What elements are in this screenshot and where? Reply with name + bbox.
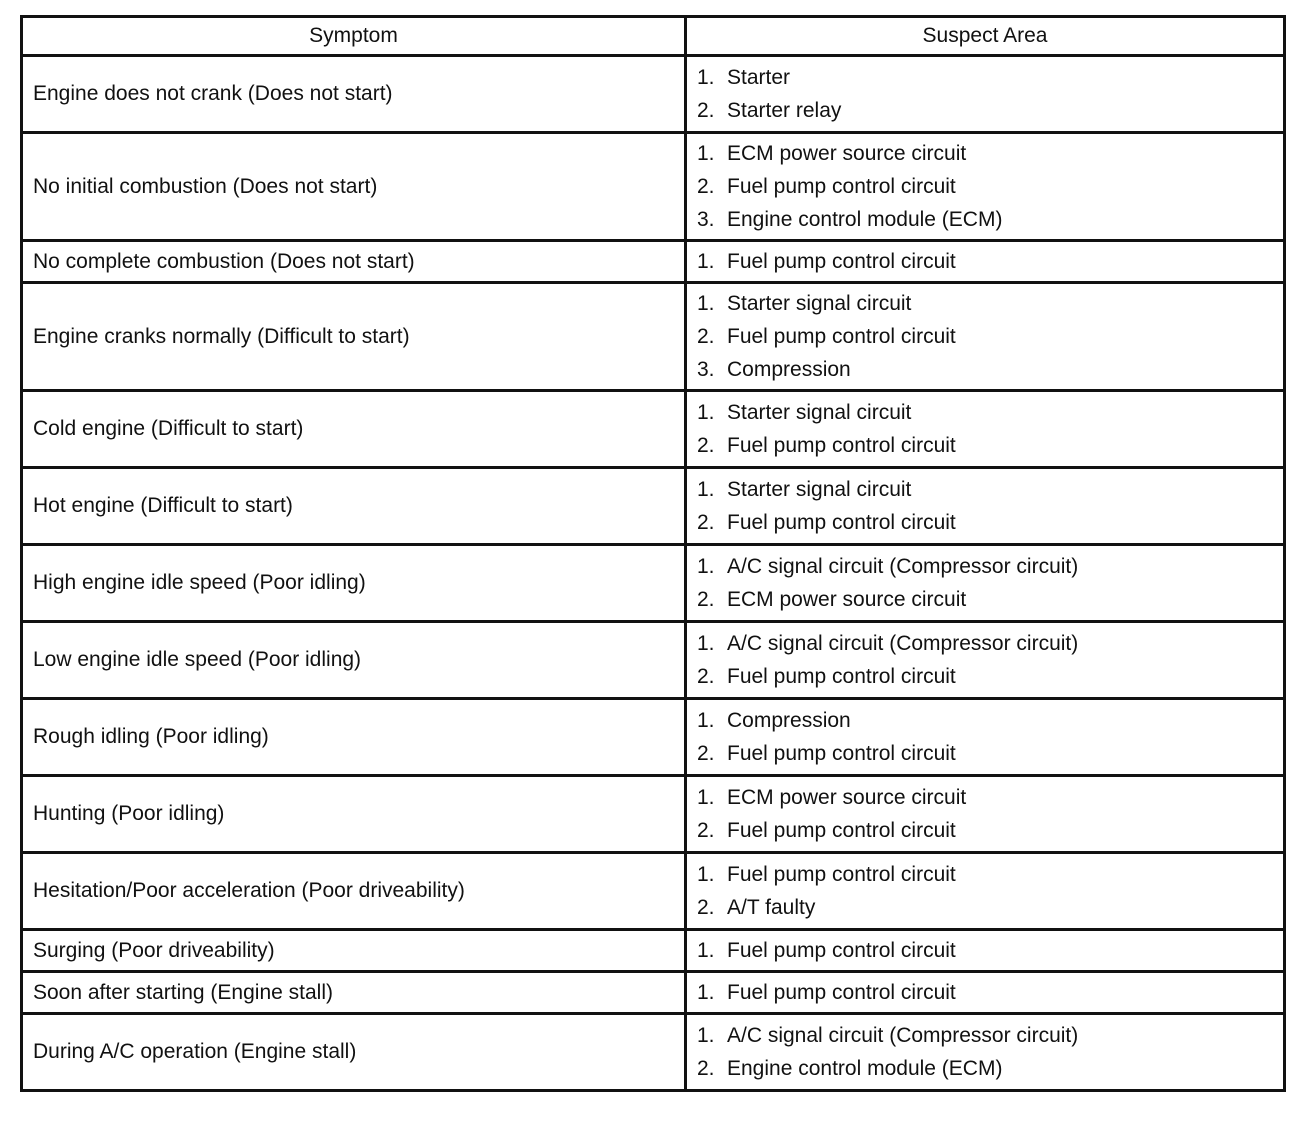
suspect-area-item-number: 1. (697, 786, 715, 809)
symptom-cell: Cold engine (Difficult to start) (22, 391, 686, 468)
suspect-area-item-text: ECM power source circuit (727, 142, 967, 165)
suspect-area-cell (686, 468, 1285, 545)
suspect-area-cell (686, 776, 1285, 853)
suspect-area-list (697, 934, 1273, 967)
suspect-area-item (697, 583, 1273, 616)
table-row (22, 391, 1285, 468)
symptom-cell: Engine cranks normally (Difficult to start) (22, 283, 686, 391)
suspect-area-item-text: Fuel pump control circuit (727, 863, 956, 886)
table-row (22, 241, 1285, 283)
suspect-area-item-number: 1. (697, 981, 715, 1004)
suspect-area-list (697, 781, 1273, 847)
suspect-area-item-text: A/C signal circuit (Compressor circuit) (727, 555, 1079, 578)
symptom-cell: High engine idle speed (Poor idling) (22, 545, 686, 622)
suspect-area-item-text: Fuel pump control circuit (727, 250, 956, 273)
suspect-area-item-text: Engine control module (ECM) (727, 208, 1003, 231)
suspect-area-item-number: 1. (697, 292, 715, 315)
table-row (22, 468, 1285, 545)
suspect-area-item (697, 203, 1273, 236)
suspect-area-list (697, 473, 1273, 539)
symptom-cell: No complete combustion (Does not start) (22, 241, 686, 283)
symptom-cell: Hot engine (Difficult to start) (22, 468, 686, 545)
suspect-area-item-text: Starter signal circuit (727, 292, 912, 315)
symptom-cell: During A/C operation (Engine stall) (22, 1014, 686, 1091)
symptom-cell: Surging (Poor driveability) (22, 930, 686, 972)
suspect-area-item-number: 2. (697, 99, 715, 122)
suspect-area-cell (686, 391, 1285, 468)
table-row (22, 283, 1285, 391)
suspect-area-item (697, 1019, 1273, 1052)
suspect-area-list (697, 137, 1273, 236)
table-row (22, 1014, 1285, 1091)
suspect-area-item-text: A/C signal circuit (Compressor circuit) (727, 1024, 1079, 1047)
suspect-area-item-number: 1. (697, 66, 715, 89)
suspect-area-list (697, 858, 1273, 924)
suspect-area-item-number: 1. (697, 939, 715, 962)
suspect-area-item (697, 94, 1273, 127)
suspect-area-cell (686, 241, 1285, 283)
suspect-area-item-text: A/T faulty (727, 896, 816, 919)
table-row (22, 853, 1285, 930)
table-row (22, 545, 1285, 622)
suspect-area-cell (686, 283, 1285, 391)
table-row (22, 930, 1285, 972)
suspect-area-item (697, 245, 1273, 278)
suspect-area-item-text: Fuel pump control circuit (727, 511, 956, 534)
suspect-area-list (697, 61, 1273, 127)
table-body (22, 56, 1285, 1091)
suspect-area-item-text: Fuel pump control circuit (727, 175, 956, 198)
suspect-area-item-text: Fuel pump control circuit (727, 981, 956, 1004)
suspect-area-item-text: Compression (727, 709, 851, 732)
symptom-cell: Soon after starting (Engine stall) (22, 972, 686, 1014)
suspect-area-item (697, 61, 1273, 94)
suspect-area-item-text: Starter relay (727, 99, 842, 122)
suspect-area-item-number: 2. (697, 175, 715, 198)
symptom-cell: Engine does not crank (Does not start) (22, 56, 686, 133)
suspect-area-cell (686, 1014, 1285, 1091)
suspect-area-item-number: 3. (697, 208, 715, 231)
suspect-area-item-number: 2. (697, 896, 715, 919)
symptom-cell: Hunting (Poor idling) (22, 776, 686, 853)
suspect-area-item-number: 1. (697, 250, 715, 273)
suspect-area-item-number: 2. (697, 1057, 715, 1080)
suspect-area-list (697, 396, 1273, 462)
suspect-area-cell (686, 972, 1285, 1014)
suspect-area-item-number: 3. (697, 358, 715, 381)
suspect-area-item (697, 550, 1273, 583)
suspect-area-item-text: Fuel pump control circuit (727, 939, 956, 962)
suspect-area-item (697, 137, 1273, 170)
suspect-area-list (697, 627, 1273, 693)
suspect-area-item-text: Starter (727, 66, 791, 89)
suspect-area-item (697, 704, 1273, 737)
suspect-area-item (697, 660, 1273, 693)
suspect-area-item-text: ECM power source circuit (727, 588, 967, 611)
suspect-area-item-text: Starter signal circuit (727, 401, 912, 424)
suspect-area-item (697, 396, 1273, 429)
suspect-area-item-text: ECM power source circuit (727, 786, 967, 809)
suspect-area-list (697, 704, 1273, 770)
suspect-area-item (697, 976, 1273, 1009)
suspect-area-item-number: 1. (697, 632, 715, 655)
problem-symptoms-table (20, 15, 1286, 1092)
suspect-area-item-number: 1. (697, 863, 715, 886)
suspect-area-item-number: 1. (697, 709, 715, 732)
suspect-area-item-number: 2. (697, 325, 715, 348)
suspect-area-item-text: Fuel pump control circuit (727, 665, 956, 688)
suspect-area-item (697, 858, 1273, 891)
header-row (22, 17, 1285, 56)
suspect-area-item-number: 1. (697, 142, 715, 165)
suspect-area-item-number: 1. (697, 555, 715, 578)
suspect-area-item (697, 891, 1273, 924)
suspect-area-cell (686, 699, 1285, 776)
suspect-area-list (697, 287, 1273, 386)
suspect-area-cell (686, 133, 1285, 241)
suspect-area-cell (686, 56, 1285, 133)
suspect-area-item-number: 2. (697, 665, 715, 688)
suspect-area-item-text: Fuel pump control circuit (727, 742, 956, 765)
suspect-area-item-text: Fuel pump control circuit (727, 819, 956, 842)
suspect-area-item (697, 781, 1273, 814)
suspect-area-item-text: Compression (727, 358, 851, 381)
suspect-area-item (697, 170, 1273, 203)
symptom-column-header: Symptom (22, 17, 686, 56)
suspect-area-item (697, 1052, 1273, 1085)
suspect-area-item-number: 2. (697, 511, 715, 534)
suspect-area-item (697, 814, 1273, 847)
suspect-area-item-number: 2. (697, 819, 715, 842)
symptom-cell: No initial combustion (Does not start) (22, 133, 686, 241)
suspect-area-item (697, 353, 1273, 386)
table-row (22, 56, 1285, 133)
suspect-area-list (697, 550, 1273, 616)
suspect-area-item-text: Fuel pump control circuit (727, 325, 956, 348)
suspect-area-cell (686, 930, 1285, 972)
suspect-area-item (697, 320, 1273, 353)
table-row (22, 133, 1285, 241)
suspect-area-item (697, 934, 1273, 967)
suspect-area-list (697, 245, 1273, 278)
symptom-cell: Low engine idle speed (Poor idling) (22, 622, 686, 699)
suspect-area-list (697, 1019, 1273, 1085)
table-row (22, 972, 1285, 1014)
symptom-cell: Rough idling (Poor idling) (22, 699, 686, 776)
suspect-area-item-text: Fuel pump control circuit (727, 434, 956, 457)
suspect-area-item-number: 2. (697, 742, 715, 765)
suspect-area-cell (686, 853, 1285, 930)
table-row (22, 622, 1285, 699)
table-row (22, 776, 1285, 853)
suspect-area-item-number: 1. (697, 478, 715, 501)
suspect-area-item (697, 429, 1273, 462)
table-row (22, 699, 1285, 776)
suspect-area-item-number: 2. (697, 588, 715, 611)
suspect-area-item-text: A/C signal circuit (Compressor circuit) (727, 632, 1079, 655)
suspect-area-item-number: 1. (697, 1024, 715, 1047)
suspect-area-item (697, 287, 1273, 320)
suspect-area-item (697, 506, 1273, 539)
suspect-area-item-text: Starter signal circuit (727, 478, 912, 501)
suspect-area-cell (686, 622, 1285, 699)
suspect-area-cell (686, 545, 1285, 622)
suspect-area-item-number: 1. (697, 401, 715, 424)
suspect-area-item (697, 737, 1273, 770)
suspect-area-item-number: 2. (697, 434, 715, 457)
suspect-area-column-header: Suspect Area (686, 17, 1285, 56)
symptom-cell: Hesitation/Poor acceleration (Poor driveability) (22, 853, 686, 930)
suspect-area-item (697, 473, 1273, 506)
suspect-area-item (697, 627, 1273, 660)
suspect-area-item-text: Engine control module (ECM) (727, 1057, 1003, 1080)
suspect-area-list (697, 976, 1273, 1009)
